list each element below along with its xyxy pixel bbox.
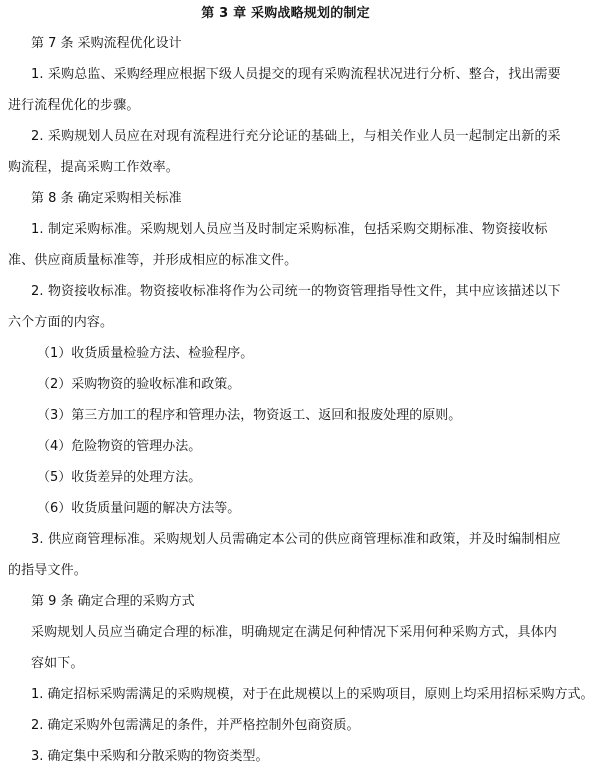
article-7-paragraph-2: 2. 采购规划人员应在对现有流程进行充分论证的基础上，与相关作业人员一起制定出新的采购流程，提高采购工作效率。 [8, 129, 561, 175]
article-8-list-item: （6）收货质量问题的解决方法等。 [37, 501, 241, 516]
article-8-list-item: （2）采购物资的验收标准和政策。 [37, 377, 241, 392]
article-9-item-1: 1. 确定招标采购需满足的采购规模，对于在此规模以上的采购项目，原则上均采用招标采购方式。 [31, 687, 594, 702]
article-8-heading: 第 8 条 确定采购相关标准 [31, 191, 182, 206]
article-8-list-item: （1）收货质量检验方法、检验程序。 [37, 346, 254, 361]
article-8-list-item: （3）第三方加工的程序和管理办法，物资返工、返回和报废处理的原则。 [37, 408, 462, 423]
article-9-heading: 第 9 条 确定合理的采购方式 [31, 594, 195, 609]
article-7-paragraph-1: 1. 采购总监、采购经理应根据下级人员提交的现有采购流程状况进行分析、整合，找出需要进行流程优化的步骤。 [8, 67, 561, 113]
article-8-paragraph-3: 3. 供应商管理标准。采购规划人员需确定本公司的供应商管理标准和政策，并及时编制相应的指导文件。 [8, 532, 561, 578]
article-9-item-3: 3. 确定集中采购和分散采购的物资类型。 [31, 749, 269, 764]
article-8-list-item: （4）危险物资的管理办法。 [37, 439, 202, 454]
article-9-item-2: 2. 确定采购外包需满足的条件，并严格控制外包商资质。 [31, 718, 360, 733]
article-8-paragraph-1: 1. 制定采购标准。采购规划人员应当及时制定采购标准，包括采购交期标准、物资接收标准、供应商质量标准等，并形成相应的标准文件。 [8, 222, 548, 268]
article-9-intro: 采购规划人员应当确定合理的标准，明确规定在满足何种情况下采用何种采购方式，具体内容如下。 [31, 625, 558, 671]
article-8-paragraph-2: 2. 物资接收标准。物资接收标准将作为公司统一的物资管理指导性文件，其中应该描述以下六个方面的内容。 [8, 284, 561, 330]
article-8-list-item: （5）收货差异的处理方法。 [37, 470, 202, 485]
chapter-title: 第 3 章 采购战略规划的制定 [201, 6, 370, 21]
article-7-heading: 第 7 条 采购流程优化设计 [31, 36, 182, 51]
